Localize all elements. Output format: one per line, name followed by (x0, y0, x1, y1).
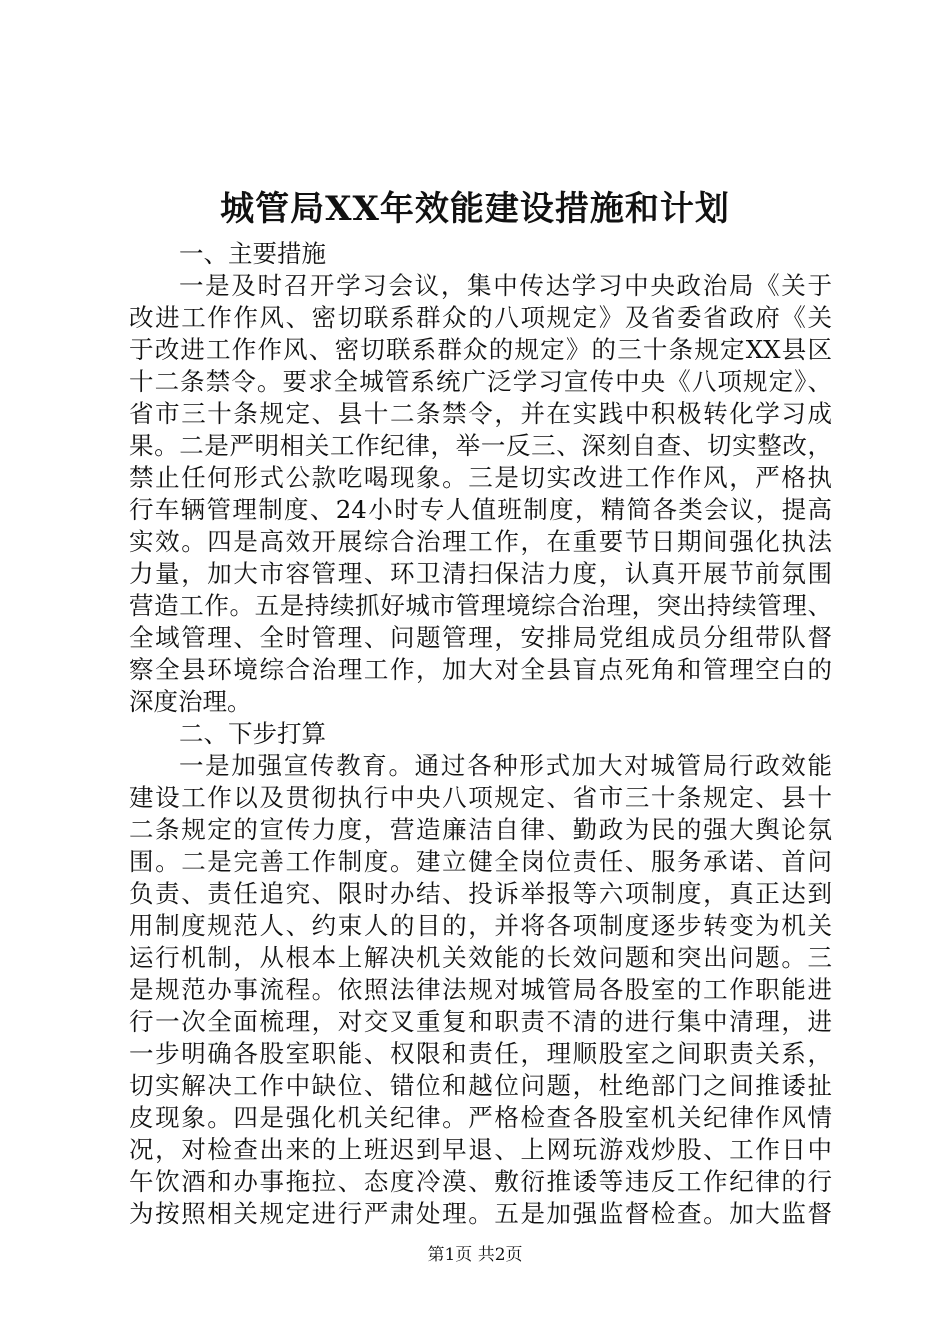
paragraph-line: 力量，加大市容管理、环卫清扫保洁力度，认真开展节前氛围 (129, 559, 832, 588)
paragraph-line: 建设工作以及贯彻执行中央八项规定、省市三十条规定、县十 (129, 783, 832, 812)
paragraph-line: 果。二是严明相关工作纪律，举一反三、深刻自查、切实整改， (129, 431, 832, 460)
paragraph-line: 是规范办事流程。依照法律法规对城管局各股室的工作职能进 (129, 975, 832, 1004)
paragraph-line: 况，对检查出来的上班迟到早退、上网玩游戏炒股、工作日中 (129, 1135, 832, 1164)
document-title: 城管局XX年效能建设措施和计划 (220, 189, 730, 229)
paragraph-line: 一是及时召开学习会议，集中传达学习中央政治局《关于 (179, 271, 832, 300)
paragraph-line: 改进工作作风、密切联系群众的八项规定》及省委省政府《关 (129, 303, 832, 332)
paragraph-line: 营造工作。五是持续抓好城市管理境综合治理，突出持续管理、 (129, 591, 832, 620)
paragraph-line: 二条规定的宣传力度，营造廉洁自律、勤政为民的强大舆论氛 (129, 815, 832, 844)
section-heading: 一、主要措施 (179, 239, 326, 268)
paragraph-line: 用制度规范人、约束人的目的，并将各项制度逐步转变为机关 (129, 911, 832, 940)
paragraph-line: 察全县环境综合治理工作，加大对全县盲点死角和管理空白的 (129, 655, 832, 684)
paragraph-line: 全域管理、全时管理、问题管理，安排局党组成员分组带队督 (129, 623, 832, 652)
paragraph-line: 午饮酒和办事拖拉、态度冷漠、敷衍推诿等违反工作纪律的行 (129, 1167, 832, 1196)
paragraph-line: 于改进工作作风、密切联系群众的规定》的三十条规定XX县区 (129, 335, 832, 364)
paragraph-line: 围。二是完善工作制度。建立健全岗位责任、服务承诺、首问 (129, 847, 832, 876)
section-heading: 二、下步打算 (179, 719, 326, 748)
paragraph-line: 行一次全面梳理，对交叉重复和职责不清的进行集中清理，进 (129, 1007, 832, 1036)
paragraph-line: 负责、责任追究、限时办结、投诉举报等六项制度，真正达到 (129, 879, 832, 908)
paragraph-line: 切实解决工作中缺位、错位和越位问题，杜绝部门之间推诿扯 (129, 1071, 832, 1100)
paragraph-line: 禁止任何形式公款吃喝现象。三是切实改进工作作风，严格执 (129, 463, 832, 492)
paragraph-line: 深度治理。 (129, 687, 252, 716)
paragraph-line: 省市三十条规定、县十二条禁令，并在实践中积极转化学习成 (129, 399, 832, 428)
paragraph-line: 运行机制，从根本上解决机关效能的长效问题和突出问题。三 (129, 943, 832, 972)
paragraph-line: 十二条禁令。要求全城管系统广泛学习宣传中央《八项规定》、 (129, 367, 832, 396)
page-number: 第1页 共2页 (427, 1245, 523, 1265)
paragraph-line: 实效。四是高效开展综合治理工作，在重要节日期间强化执法 (129, 527, 832, 556)
paragraph-line: 皮现象。四是强化机关纪律。严格检查各股室机关纪律作风情 (129, 1103, 832, 1132)
paragraph-line: 行车辆管理制度、24小时专人值班制度，精简各类会议，提高 (129, 495, 832, 524)
paragraph-line: 为按照相关规定进行严肃处理。五是加强监督检查。加大监督 (129, 1199, 832, 1228)
paragraph-line: 一是加强宣传教育。通过各种形式加大对城管局行政效能 (179, 751, 832, 780)
paragraph-line: 一步明确各股室职能、权限和责任，理顺股室之间职责关系， (129, 1039, 832, 1068)
